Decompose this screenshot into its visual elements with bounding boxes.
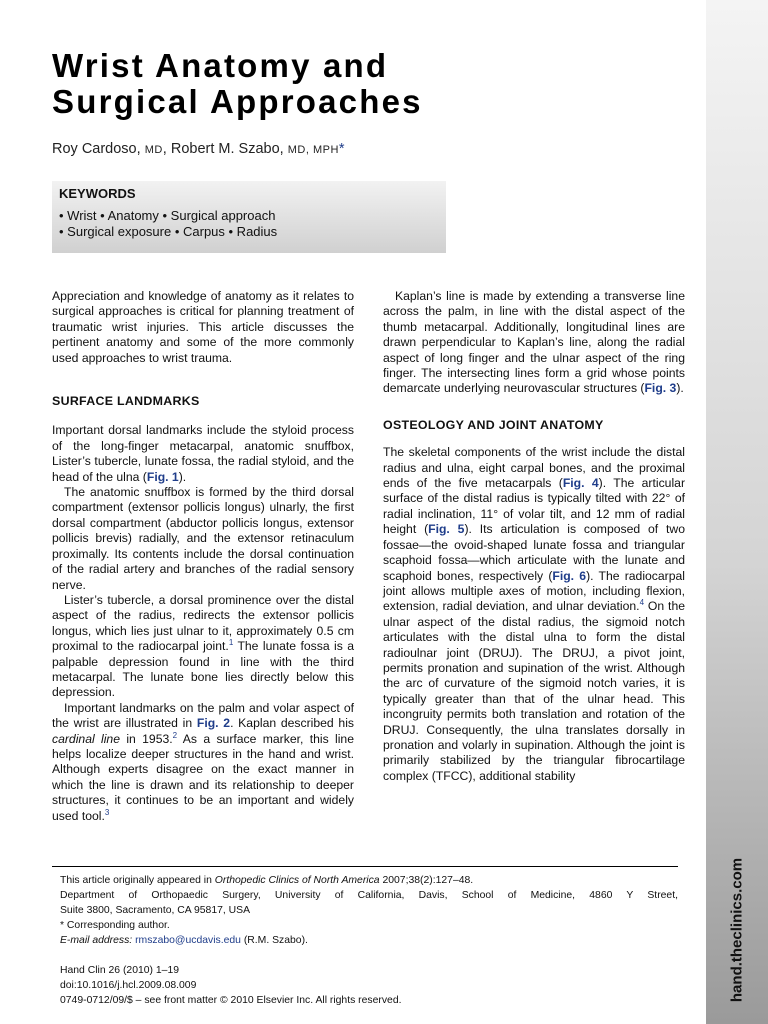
fig-5-link[interactable]: Fig. 5 [428, 522, 465, 537]
text: Lister’s tubercle, a dorsal prominence over the distal aspect of the radius, redirects the extensor pollicis longus, which lies just ulnar to it, approximately 0.5 cm proximal to the radiocarpal joint. [52, 592, 354, 654]
journal-citation: Hand Clin 26 (2010) 1–19 [60, 965, 179, 976]
text: (R.M. Szabo). [240, 935, 308, 946]
keywords-box [52, 181, 446, 253]
title-line-2: Surgical Approaches [52, 83, 423, 120]
section-heading-osteology: OSTEOLOGY AND JOINT ANATOMY [383, 417, 604, 432]
author-list [52, 141, 345, 157]
author-1: Roy Cardoso, [52, 141, 145, 157]
journal-url[interactable]: hand.theclinics.com [728, 857, 746, 1003]
footnotes [60, 873, 678, 1008]
paragraph-kaplans-line [383, 289, 685, 397]
affiliation: Department of Orthopaedic Surgery, University of California, Davis, School of Medicine, 4860 Y Street, [60, 890, 678, 901]
author-separator: , [162, 141, 171, 157]
text: Kaplan’s line is made by extending a transverse line across the palm, in line with the distal aspect of the thumb metacarpal. Additionally, longitudinal lines are drawn perpendicular to Kaplan’s line, along the radial aspect of long finger and the ulnar aspect of the ring finger. The intersecting lines form a grid whose points demarcate underlying neurovascular structures ( [383, 289, 685, 396]
right-column [383, 289, 685, 784]
section-heading-surface-landmarks: SURFACE LANDMARKS [52, 394, 200, 409]
doi[interactable]: doi:10.1016/j.hcl.2009.08.009 [60, 980, 197, 991]
fig-1-link[interactable]: Fig. 1 [146, 469, 179, 484]
email-label: E-mail address: [60, 935, 136, 946]
text: in 1953. [120, 731, 173, 746]
author-1-degree: MD [144, 144, 163, 156]
text: The skeletal components of the wrist include the distal radius and ulna, eight carpal bones, and the proximal ends of the five metacarpals ( [383, 445, 685, 491]
fig-4-link[interactable]: Fig. 4 [562, 476, 599, 491]
paragraph-snuffbox: The anatomic snuffbox is formed by the third dorsal compartment (extensor pollicis longus) ulnarly, the first dorsal compartment (abductor pollicis longus, extensor pollicis brevis) radially, and the extensor retinaculum proximally. Its contents include the dorsal continuation of the radial artery and branches of the radial sensory nerve. [52, 485, 354, 592]
copyright: 0749-0712/09/$ – see front matter © 2010 Elsevier Inc. All rights reserved. [60, 995, 402, 1006]
corresponding-mark[interactable]: * [338, 141, 345, 157]
text: The lunate fossa is a palpable depression found in line with the third metacarpal. The lunate bone lies directly below this depression. [52, 639, 354, 700]
text: This article originally appeared in [60, 875, 215, 886]
paragraph-listers-tubercle [52, 593, 354, 701]
paragraph-palm-landmarks [52, 701, 354, 824]
text: Important dorsal landmarks include the styloid process of the long-finger metacarpal, anatomic snuffbox, Lister’s tubercle, lunate fossa, the radial styloid, and the head of the ulna ( [52, 423, 354, 484]
left-column [52, 289, 354, 824]
ref-1-link[interactable]: 1 [228, 638, 234, 648]
fig-6-link[interactable]: Fig. 6 [552, 568, 587, 583]
keywords-line-1: • Wrist • Anatomy • Surgical approach [59, 208, 276, 223]
keywords-heading: KEYWORDS [59, 186, 136, 201]
title-line-1: Wrist Anatomy and [52, 47, 389, 84]
paragraph-dorsal-landmarks [52, 423, 354, 485]
text: ). Its articulation is composed of two fossae—the ovoid-shaped lunate fossa and triangular scaphoid fossa—which articulate with the lunate and scaphoid bones, respectively ( [383, 522, 685, 583]
text: Important landmarks on the palm and volar aspect of the wrist are illustrated in [52, 700, 354, 731]
text: . Kaplan described his [230, 716, 355, 731]
article-title [52, 48, 423, 120]
text: ). [178, 469, 187, 484]
author-2-degree: MD, MPH [287, 144, 339, 156]
fig-2-link[interactable]: Fig. 2 [196, 716, 231, 731]
text: ). The articular surface of the distal radius is typically tilted with 22° of radial inclination, 11° of volar tilt, and 12 mm of radial height ( [383, 476, 686, 537]
intro-paragraph: Appreciation and knowledge of anatomy as it relates to surgical approaches is critical for planning treatment of traumatic wrist injuries. This article discusses the pertinent anatomy and some of the more commonly used approaches to wrist trauma. [52, 289, 354, 365]
email-line [60, 933, 678, 948]
emphasis-cardinal-line: cardinal line [52, 731, 120, 746]
affiliation-address: Suite 3800, Sacramento, CA 95817, USA [60, 905, 251, 916]
author-2: Robert M. Szabo, [170, 141, 288, 157]
corresponding-author-note: * Corresponding author. [60, 920, 170, 931]
text: ). [676, 381, 684, 396]
fig-3-link[interactable]: Fig. 3 [644, 381, 677, 396]
ref-2-link[interactable]: 2 [172, 730, 178, 740]
ref-4-link[interactable]: 4 [639, 598, 645, 608]
text: ). The radiocarpal joint allows multiple axes of motion, including flexion, extension, radial deviation, and ulnar deviation. [383, 568, 685, 614]
keywords-line-2: • Surgical exposure • Carpus • Radius [59, 224, 278, 239]
footnote-rule [52, 866, 678, 867]
text: 2007;38(2):127–48. [379, 875, 474, 886]
journal-name: Orthopedic Clinics of North America [214, 875, 380, 886]
text: On the ulnar aspect of the distal radius, the sigmoid notch articulates with the distal ulna to form the distal radioulnar joint (DRUJ). The DRUJ, a pivot joint, permits pronation and supination of the wrist. Although the arc of curvature of the sigmoid notch varies, it is typically greater than that of the ulnar head. This incongruity permits both translation and rotation of the DRUJ. Consequently, the ulna translates dorsally in pronation and volarly in supination. Although the joint is primarily stabilized by the triangular fibrocartilage complex (TFCC), additional stability [383, 599, 685, 783]
email-link[interactable]: rmszabo@ucdavis.edu [135, 935, 241, 946]
text: As a surface marker, this line helps localize deeper structures in the hand and wrist. Although experts disagree on the exact manner in which the line is drawn and its relationship to deeper structures, it continues to be an important and widely used tool. [52, 731, 354, 823]
paragraph-skeletal-components [383, 445, 685, 784]
ref-3-link[interactable]: 3 [104, 807, 110, 817]
original-publication-note [60, 873, 678, 888]
